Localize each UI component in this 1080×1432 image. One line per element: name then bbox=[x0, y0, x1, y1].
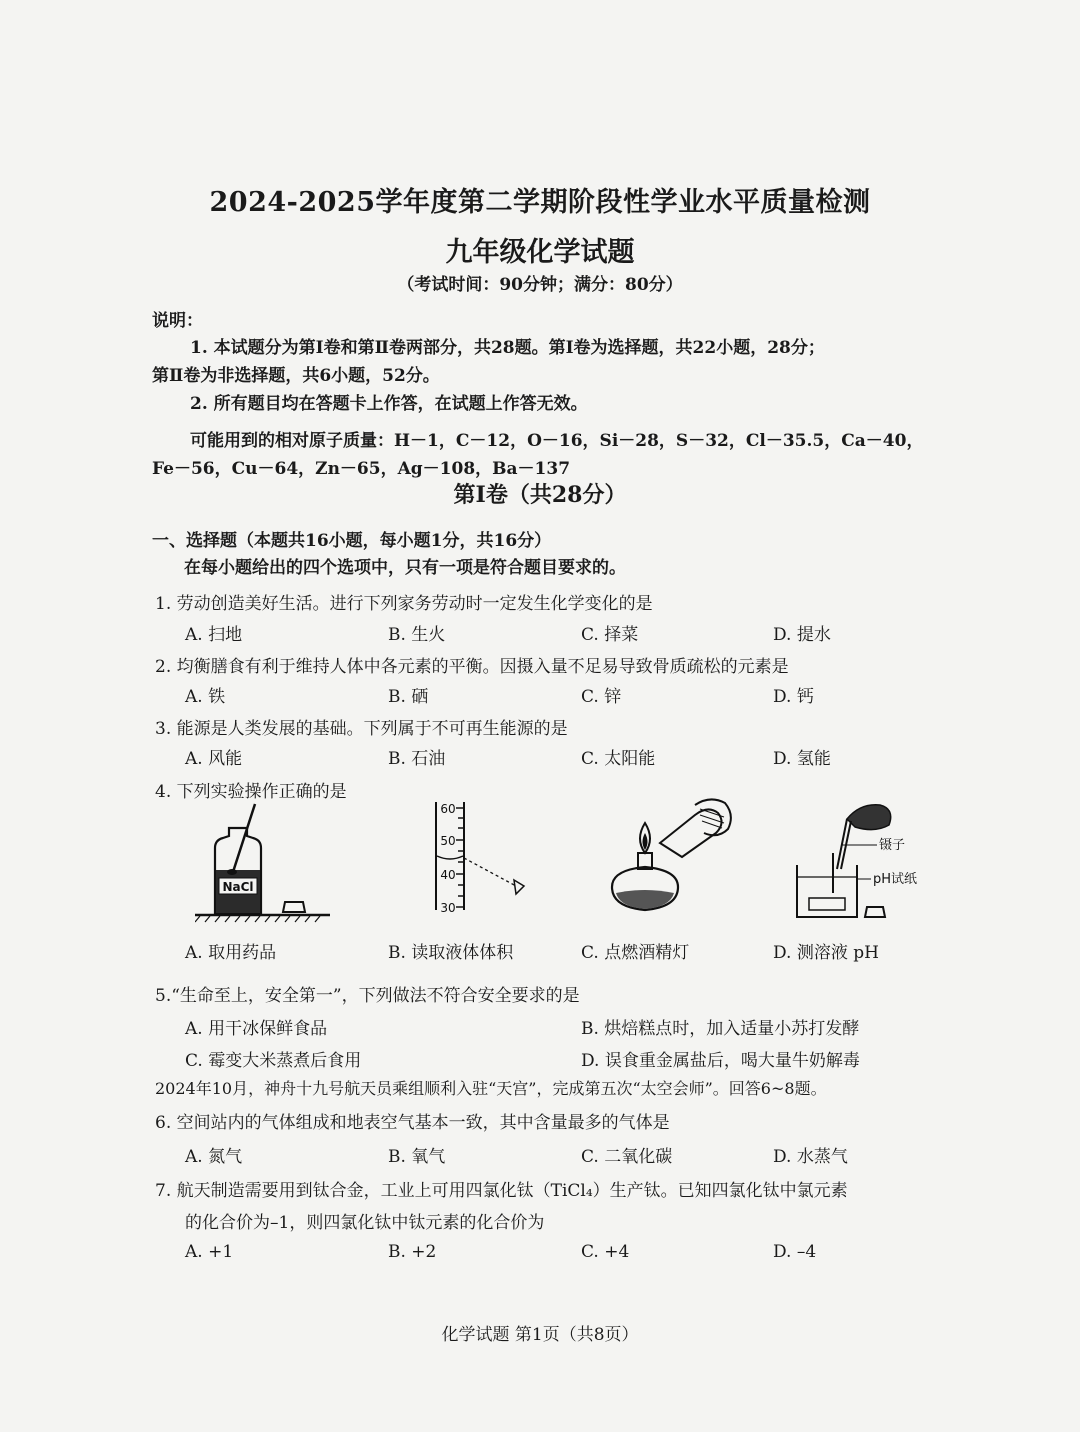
question-1-option-c: C. 择菜 bbox=[581, 625, 639, 645]
question-6-option-c: C. 二氧化碳 bbox=[581, 1147, 673, 1167]
cylinder-tick-label: 30 bbox=[440, 901, 456, 915]
tweezers-label: 镊子 bbox=[879, 838, 906, 853]
instruction-item-2: 2. 所有题目均在答题卡上作答，在试题上作答无效。 bbox=[190, 394, 588, 414]
question-7-option-d: D. –4 bbox=[773, 1242, 817, 1262]
question-6-option-d: D. 水蒸气 bbox=[773, 1147, 848, 1167]
exam-info: （考试时间：90分钟；满分：80分） bbox=[397, 275, 683, 295]
question-2-option-c: C. 锌 bbox=[581, 687, 622, 707]
question-1-stem: 1. 劳动创造美好生活。进行下列家务劳动时一定发生化学变化的是 bbox=[155, 594, 653, 614]
question-2-option-b: B. 硒 bbox=[388, 687, 429, 707]
cylinder-tick-label: 60 bbox=[440, 802, 456, 816]
figure-d-measure-ph bbox=[785, 795, 945, 925]
figure-b-read-volume bbox=[420, 800, 540, 915]
ph-paper-label: pH试纸 bbox=[873, 872, 918, 887]
exam-title: 2024-2025学年度第二学期阶段性学业水平质量检测 bbox=[209, 187, 871, 218]
question-3-stem: 3. 能源是人类发展的基础。下列属于不可再生能源的是 bbox=[155, 719, 568, 739]
atomic-mass-line-2: Fe－56，Cu－64，Zn－65，Ag－108，Ba－137 bbox=[152, 459, 571, 479]
question-7-option-b: B. +2 bbox=[388, 1242, 437, 1262]
liquid-meniscus bbox=[437, 856, 463, 859]
section-instruction: 在每小题给出的四个选项中，只有一项是符合题目要求的。 bbox=[184, 558, 626, 578]
question-6-option-b: B. 氧气 bbox=[388, 1147, 446, 1167]
question-4-option-c: C. 点燃酒精灯 bbox=[581, 943, 690, 963]
question-2-option-d: D. 钙 bbox=[773, 687, 814, 707]
question-3-option-d: D. 氢能 bbox=[773, 749, 831, 769]
question-4-stem: 4. 下列实验操作正确的是 bbox=[155, 782, 347, 802]
page-footer: 化学试题 第1页（共8页） bbox=[441, 1325, 639, 1345]
question-3-option-a: A. 风能 bbox=[185, 749, 243, 769]
question-2-option-a: A. 铁 bbox=[185, 687, 226, 707]
sight-line bbox=[464, 858, 516, 886]
question-5-option-d: D. 误食重金属盐后，喝大量牛奶解毒 bbox=[581, 1051, 860, 1071]
question-4-option-b: B. 读取液体体积 bbox=[388, 943, 514, 963]
subject-title: 九年级化学试题 bbox=[445, 237, 635, 268]
container-lid bbox=[865, 907, 885, 917]
cylinder-tick-label: 50 bbox=[440, 834, 456, 848]
question-3-option-b: B. 石油 bbox=[388, 749, 446, 769]
flame-core bbox=[643, 833, 648, 850]
question-5-option-a: A. 用干冰保鲜食品 bbox=[185, 1019, 328, 1039]
question-5-stem: 5.“生命至上，安全第一”，下列做法不符合安全要求的是 bbox=[155, 986, 580, 1006]
tilted-lamp bbox=[660, 809, 722, 857]
reading-passage: 2024年10月，神舟十九号航天员乘组顺利入驻“天宫”，完成第五次“太空会师”。回答6~8题。 bbox=[155, 1079, 827, 1098]
section-title: 一、选择题（本题共16小题，每小题1分，共16分） bbox=[152, 531, 552, 551]
figure-c-light-lamp bbox=[600, 795, 740, 925]
eye-icon bbox=[514, 880, 524, 894]
question-7-stem-cont: 的化合价为–1，则四氯化钛中钛元素的化合价为 bbox=[185, 1213, 545, 1233]
question-5-option-b: B. 烘焙糕点时，加入适量小苏打发酵 bbox=[581, 1019, 860, 1039]
question-6-option-a: A. 氮气 bbox=[185, 1147, 243, 1167]
instructions-label: 说明： bbox=[152, 311, 203, 331]
bottle-stopper bbox=[283, 902, 305, 912]
question-7-option-c: C. +4 bbox=[581, 1242, 630, 1262]
question-5-option-c: C. 霉变大米蒸煮后食用 bbox=[185, 1051, 362, 1071]
question-7-option-a: A. +1 bbox=[185, 1242, 234, 1262]
question-6-stem: 6. 空间站内的气体组成和地表空气基本一致，其中含量最多的气体是 bbox=[155, 1113, 670, 1133]
question-2-stem: 2. 均衡膳食有利于维持人体中各元素的平衡。因摄入量不足易导致骨质疏松的元素是 bbox=[155, 657, 789, 677]
beaker-base bbox=[809, 898, 845, 910]
question-4-option-a: A. 取用药品 bbox=[185, 943, 277, 963]
bottle-label: NaCl bbox=[222, 880, 254, 894]
instruction-item-1-cont: 第Ⅱ卷为非选择题，共6小题，52分。 bbox=[152, 366, 440, 386]
volume-title: 第Ⅰ卷（共28分） bbox=[453, 482, 627, 508]
instruction-item-1: 1. 本试题分为第Ⅰ卷和第Ⅱ卷两部分，共28题。第Ⅰ卷为选择题，共22小题，28分； bbox=[190, 338, 825, 358]
question-1-option-d: D. 提水 bbox=[773, 625, 831, 645]
question-1-option-a: A. 扫地 bbox=[185, 625, 243, 645]
question-3-option-c: C. 太阳能 bbox=[581, 749, 656, 769]
atomic-mass-line-1: 可能用到的相对原子质量：H－1，C－12，O－16，Si－28，S－32，Cl－35.5，Ca－40， bbox=[190, 431, 924, 451]
figure-a-take-chemical bbox=[195, 800, 335, 925]
table-hatch bbox=[195, 916, 320, 922]
question-1-option-b: B. 生火 bbox=[388, 625, 446, 645]
question-4-option-d: D. 测溶液 pH bbox=[773, 943, 879, 963]
beaker bbox=[797, 865, 857, 917]
spoon-head bbox=[227, 869, 237, 875]
cylinder-tick-label: 40 bbox=[440, 868, 456, 882]
hand-icon bbox=[847, 805, 891, 830]
question-7-stem: 7. 航天制造需要用到钛合金，工业上可用四氯化钛（TiCl₄）生产钛。已知四氯化钛中氯元素 bbox=[155, 1181, 848, 1201]
hand-icon bbox=[695, 799, 731, 835]
